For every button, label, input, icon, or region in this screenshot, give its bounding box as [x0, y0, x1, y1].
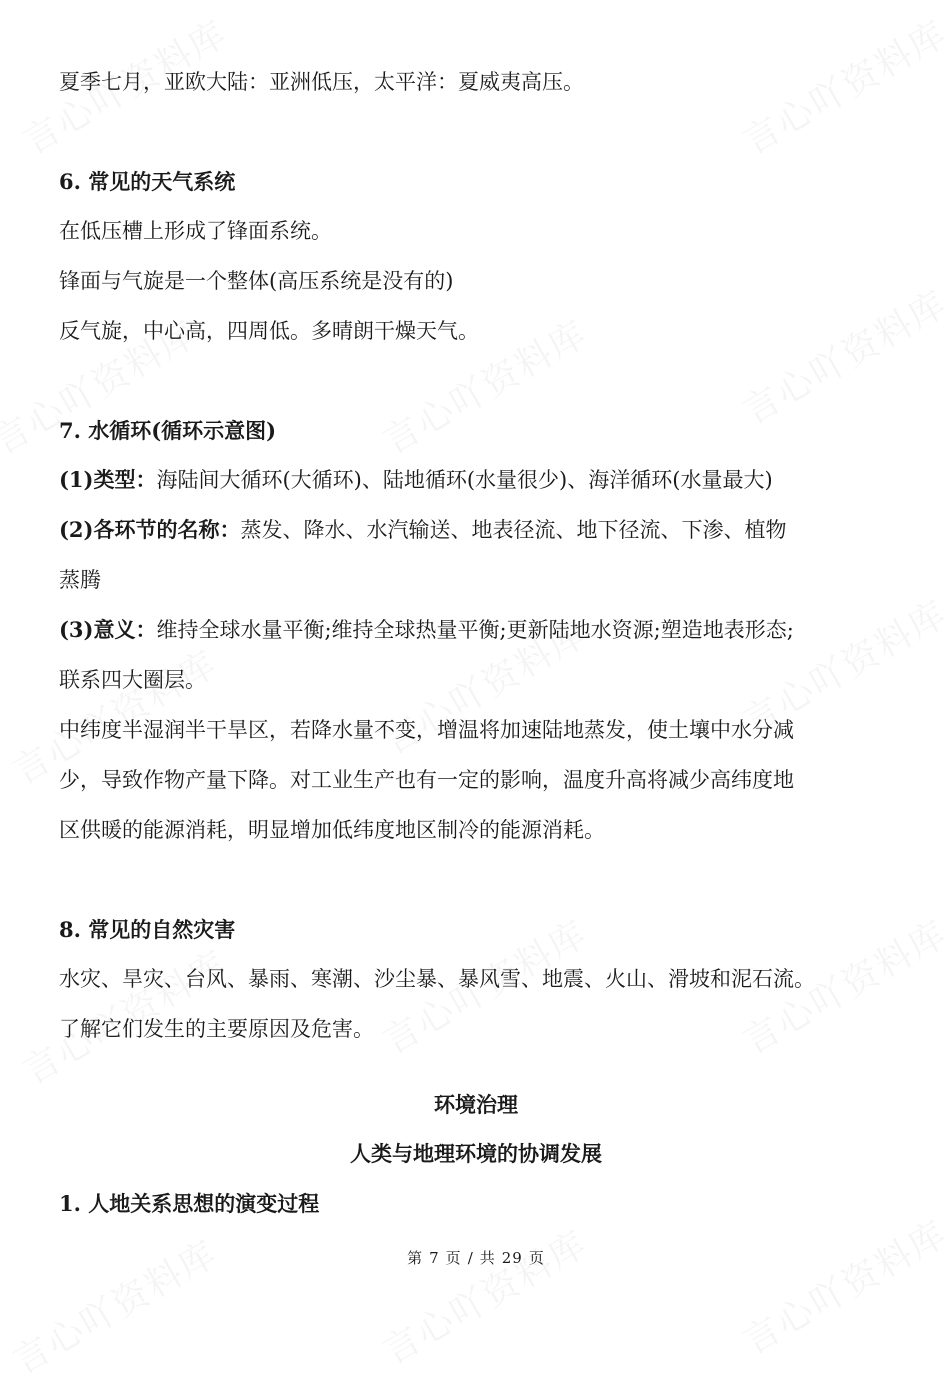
item-label: (3)意义： [59, 617, 157, 642]
section-heading-6: 6. 常见的天气系统 [59, 169, 236, 194]
text-line: 在低压槽上形成了锋面系统。 [59, 219, 332, 243]
text-line: 少，导致作物产量下降。对工业生产也有一定的影响，温度升高将减少高纬度地 [59, 768, 794, 792]
watermark [733, 276, 952, 434]
page-footer [0, 1247, 952, 1268]
watermark [373, 1216, 596, 1374]
chapter-title: 环境治理 [434, 1092, 518, 1117]
text-line: 反气旋，中心高，四周低。多晴朗干燥天气。 [59, 319, 479, 343]
text-line: 水灾、旱灾、台风、暴雨、寒潮、沙尘暴、暴风雪、地震、火山、滑坡和泥石流。 [59, 967, 815, 991]
footer-total-prefix: 共 [479, 1249, 496, 1267]
text-line: 夏季七月，亚欧大陆：亚洲低压，太平洋：夏威夷高压。 [59, 70, 584, 94]
watermark [733, 1206, 952, 1364]
footer-total-pages: 29 [501, 1249, 523, 1267]
footer-prefix: 第 [407, 1249, 424, 1267]
section-heading-8: 8. 常见的自然灾害 [59, 917, 236, 942]
text-line: 区供暖的能源消耗，明显增加低纬度地区制冷的能源消耗。 [59, 818, 605, 842]
text-line [59, 468, 902, 492]
text-line: 锋面与气旋是一个整体(高压系统是没有的) [59, 269, 454, 293]
footer-page-number: 7 [429, 1249, 440, 1267]
text-line [59, 518, 902, 542]
text-line: 了解它们发生的主要原因及危害。 [59, 1017, 374, 1041]
watermark [13, 936, 236, 1094]
footer-separator: / [467, 1249, 474, 1267]
item-text: 维持全球水量平衡;维持全球热量平衡;更新陆地水资源;塑造地表形态; [156, 618, 794, 642]
item-label: (2)各环节的名称： [59, 517, 241, 542]
section-heading-7: 7. 水循环(循环示意图) [59, 418, 277, 443]
text-line: 中纬度半湿润半干旱区，若降水量不变，增温将加速陆地蒸发，使土壤中水分减 [59, 718, 794, 742]
footer-page-unit: 页 [445, 1249, 462, 1267]
text-line [59, 618, 902, 642]
item-label: (1)类型： [59, 467, 157, 492]
section-heading-1: 1. 人地关系思想的演变过程 [59, 1191, 320, 1216]
text-line: 联系四大圈层。 [59, 668, 206, 692]
item-text: 海陆间大循环(大循环)、陆地循环(水量很少)、海洋循环(水量最大) [156, 468, 773, 492]
text-line: 蒸腾 [59, 568, 101, 592]
chapter-subtitle: 人类与地理环境的协调发展 [350, 1141, 602, 1166]
footer-total-unit: 页 [528, 1249, 545, 1267]
item-text: 蒸发、降水、水汽输送、地表径流、地下径流、下渗、植物 [240, 518, 787, 542]
